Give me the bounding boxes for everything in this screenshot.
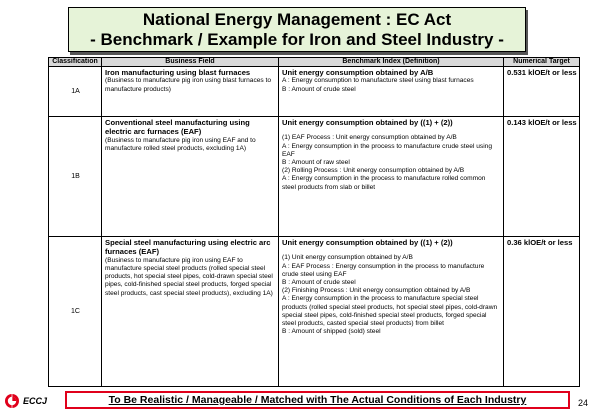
benchmark-index-cell bbox=[279, 67, 504, 117]
table-row-1c bbox=[49, 237, 580, 387]
header-benchmark-index: Benchmark Index (Definition) bbox=[279, 58, 504, 67]
index-line: B : Amount of shipped (sold) steel bbox=[282, 328, 381, 336]
slide-title bbox=[68, 7, 526, 52]
index-title: Unit energy consumption obtained by ((1) + (2)) bbox=[282, 118, 453, 127]
header-business-field: Business Field bbox=[102, 58, 279, 67]
field-title: Iron manufacturing using blast furnaces bbox=[105, 68, 251, 77]
business-field-cell bbox=[102, 237, 279, 387]
table-row-1b bbox=[49, 117, 580, 237]
logo-text: ECCJ bbox=[23, 396, 48, 406]
classification-cell: 1C bbox=[49, 237, 102, 387]
title-line-2: - Benchmark / Example for Iron and Steel Industry - bbox=[90, 30, 504, 49]
eccj-logo bbox=[4, 393, 64, 411]
index-line: B : Amount of raw steel bbox=[282, 159, 350, 167]
table-header-row bbox=[49, 58, 580, 67]
target-value: 0.531 klOE/t or less bbox=[507, 68, 577, 77]
numerical-target-cell bbox=[504, 117, 580, 237]
index-line: A : Energy consumption to manufacture steel using blast furnaces bbox=[282, 77, 474, 85]
title-line-1: National Energy Management : EC Act bbox=[142, 10, 452, 29]
index-title: Unit energy consumption obtained by A/B bbox=[282, 68, 434, 77]
benchmark-table bbox=[48, 57, 580, 387]
benchmark-index-cell bbox=[279, 117, 504, 237]
index-line: (2) Finishing Process : Unit energy consumption obtained by A/B bbox=[282, 287, 471, 295]
page-number: 24 bbox=[578, 398, 589, 408]
index-line: A : Energy consumption in the process to manufacture special steel products (rolled special steel products, hot special steel pipes, cold-drawn special steel pipes, cold-finished special steel products, forged special steel products, casted special steel products) from billet bbox=[282, 295, 498, 328]
index-line: A : Energy consumption in the process to manufacture rolled common steel products from slab or billet bbox=[282, 175, 486, 191]
index-line: B : Amount of crude steel bbox=[282, 279, 356, 287]
eccj-logo-icon bbox=[4, 393, 20, 409]
index-line: (2) Rolling Process : Unit energy consumption obtained by A/B bbox=[282, 167, 465, 175]
numerical-target-cell bbox=[504, 67, 580, 117]
business-field-cell bbox=[102, 67, 279, 117]
index-line: (1) Unit energy consumption obtained by A/B bbox=[282, 254, 413, 262]
index-line: B : Amount of crude steel bbox=[282, 85, 356, 93]
field-description: (Business to manufacture pig iron using EAF and to manufacture rolled steel products, excluding 1A) bbox=[105, 136, 256, 153]
business-field-cell bbox=[102, 117, 279, 237]
index-line: A : Energy consumption in the process to manufacture crude steel using EAF bbox=[282, 142, 493, 158]
target-value: 0.143 klOE/t or less bbox=[507, 118, 577, 127]
field-description: (Business to manufacture pig iron using EAF to manufacture special steel products (rolled special steel products, hot special steel pipes, cold-drawn special steel pipes, cold-finished special steel products, forged special steel products, cast special steel products), excluding 1A) bbox=[105, 256, 273, 297]
index-line: A : EAF Process : Energy consumption in the process to manufacture crude steel using EAF bbox=[282, 262, 485, 278]
benchmark-index-cell bbox=[279, 237, 504, 387]
footer-banner: To Be Realistic / Manageable / Matched with The Actual Conditions of Each Industry bbox=[65, 391, 570, 409]
table-row-1a bbox=[49, 67, 580, 117]
header-numerical-target: Numerical Target bbox=[504, 58, 580, 67]
field-title: Conventional steel manufacturing using electric arc furnaces (EAF) bbox=[105, 118, 250, 137]
field-title: Special steel manufacturing using electric arc furnaces (EAF) bbox=[105, 238, 271, 257]
field-description: (Business to manufacture pig iron using blast furnaces to manufacture products) bbox=[105, 77, 272, 93]
index-title: Unit energy consumption obtained by ((1) + (2)) bbox=[282, 238, 453, 247]
header-classification: Classification bbox=[49, 58, 102, 67]
target-value: 0.36 klOE/t or less bbox=[507, 238, 573, 247]
numerical-target-cell bbox=[504, 237, 580, 387]
classification-cell: 1A bbox=[49, 67, 102, 117]
classification-cell: 1B bbox=[49, 117, 102, 237]
index-line: (1) EAF Process : Unit energy consumption obtained by A/B bbox=[282, 134, 457, 142]
